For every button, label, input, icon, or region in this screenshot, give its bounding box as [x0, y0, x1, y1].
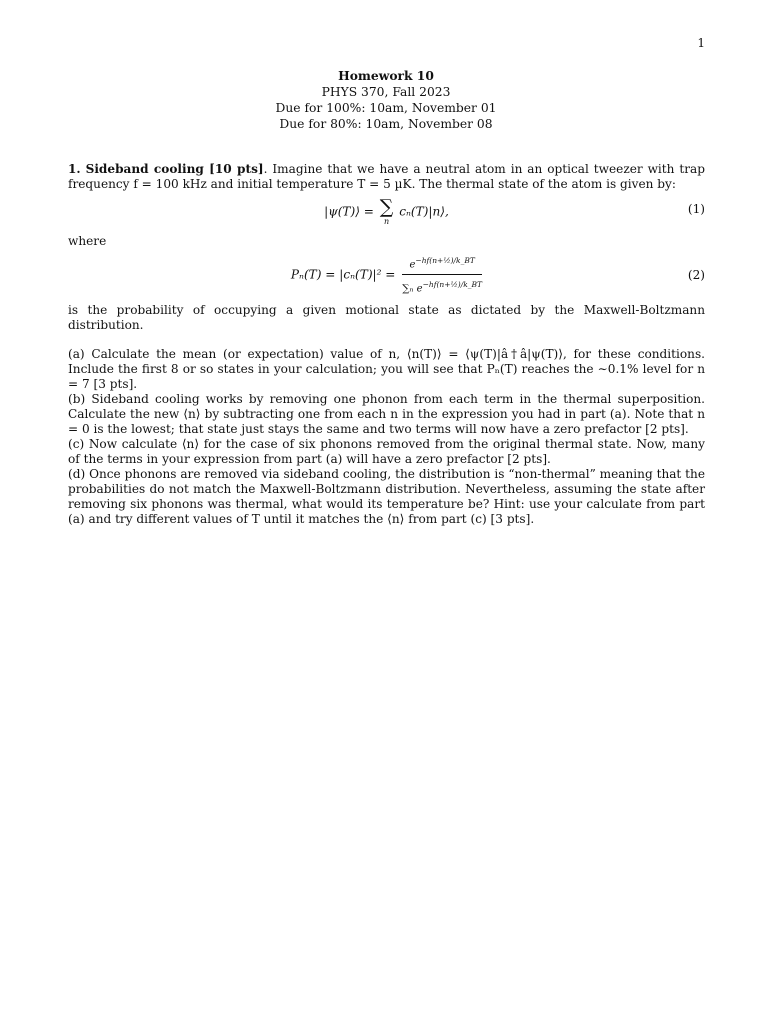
- due-date-full: Due for 100%: 10am, November 01: [275, 101, 497, 115]
- fraction: [402, 253, 482, 297]
- where-text: where: [68, 234, 107, 248]
- eq2-denominator-exponent: −hf(n+½)/k_BT: [422, 280, 483, 290]
- part-d: (d) Once phonons are removed via sideband cooling, the distribution is “non-thermal” meaning that the probabilities do not match the Maxwell-Boltzmann distribution. Nevertheless, assuming the state after removing six phonons was thermal, what would its temperature be? Hint: use your calculate from part (a) and try different values of T until it matches the ⟨n⟩ from part (c) [3 pts].: [68, 467, 705, 526]
- eq1-number: (1): [687, 202, 705, 216]
- eq2-numerator: $e^{-hf(n+\frac{1}{2})/k\_BT}$: [402, 253, 482, 275]
- document-title: Homework 10: [338, 68, 434, 83]
- course-line: PHYS 370, Fall 2023: [321, 85, 451, 99]
- problem-intro: [68, 162, 705, 192]
- part-b: (b) Sideband cooling works by removing one phonon from each term in the thermal superposition. Calculate the new ⟨n⟩ by subtracting one from each n in the expression you had in part (a). Note that n = 0 is the lowest; that state just stays the same and two terms will now have a zero prefactor [2 pts].: [68, 392, 705, 436]
- eq2-lhs: Pₙ(T) = |cₙ(T)|² =: [290, 267, 396, 282]
- document-header: [0, 68, 768, 132]
- part-c: (c) Now calculate ⟨n⟩ for the case of six phonons removed from the original thermal state. Now, many of the terms in your expression from part (a) will have a zero prefactor [2 pts].: [68, 437, 705, 466]
- due-date-partial: Due for 80%: 10am, November 08: [279, 117, 493, 131]
- eq2-denominator: ∑ₙ $e^{-hf(n+\frac{1}{2})/k\_BT}$: [402, 280, 483, 295]
- eq1-rhs: cₙ(T)|n⟩,: [399, 204, 449, 219]
- equation-1: [68, 192, 705, 234]
- problem-intro-line1: . Imagine that we have a neutral atom in an optical tweezer with trap frequency: [68, 162, 705, 191]
- problem-parts: [68, 347, 705, 527]
- eq1-sum-index: n: [383, 217, 390, 226]
- summation-symbol: [380, 198, 394, 226]
- equation-2: [68, 249, 705, 303]
- problem-number: 1.: [68, 162, 81, 176]
- eq2-numerator-exponent: −hf(n+½)/k_BT: [415, 256, 475, 265]
- problem-title: Sideband cooling [10 pts]: [85, 162, 264, 176]
- after-equation-text: is the probability of occupying a given motional state as dictated by the Maxwell-Boltzmann distribution.: [68, 303, 705, 332]
- problem-intro-line2: f = 100 kHz and initial temperature T = 5 µK. The thermal state of the atom is given by:: [133, 177, 676, 191]
- eq1-sum-symbol: ∑: [379, 196, 394, 218]
- eq1-lhs: |ψ(T)⟩ =: [324, 204, 374, 219]
- part-a: (a) Calculate the mean (or expectation) value of n, ⟨n(T)⟩ = ⟨ψ(T)|â†â|ψ(T)⟩, for these conditions. Include the first 8 or so states in your calculation; you will see that Pₙ(T) reaches the ∼0.1% level for n = 7 [3 pts].: [68, 347, 705, 391]
- problem-body: [68, 162, 705, 527]
- page-number: 1: [697, 36, 705, 50]
- eq2-number: (2): [687, 268, 705, 282]
